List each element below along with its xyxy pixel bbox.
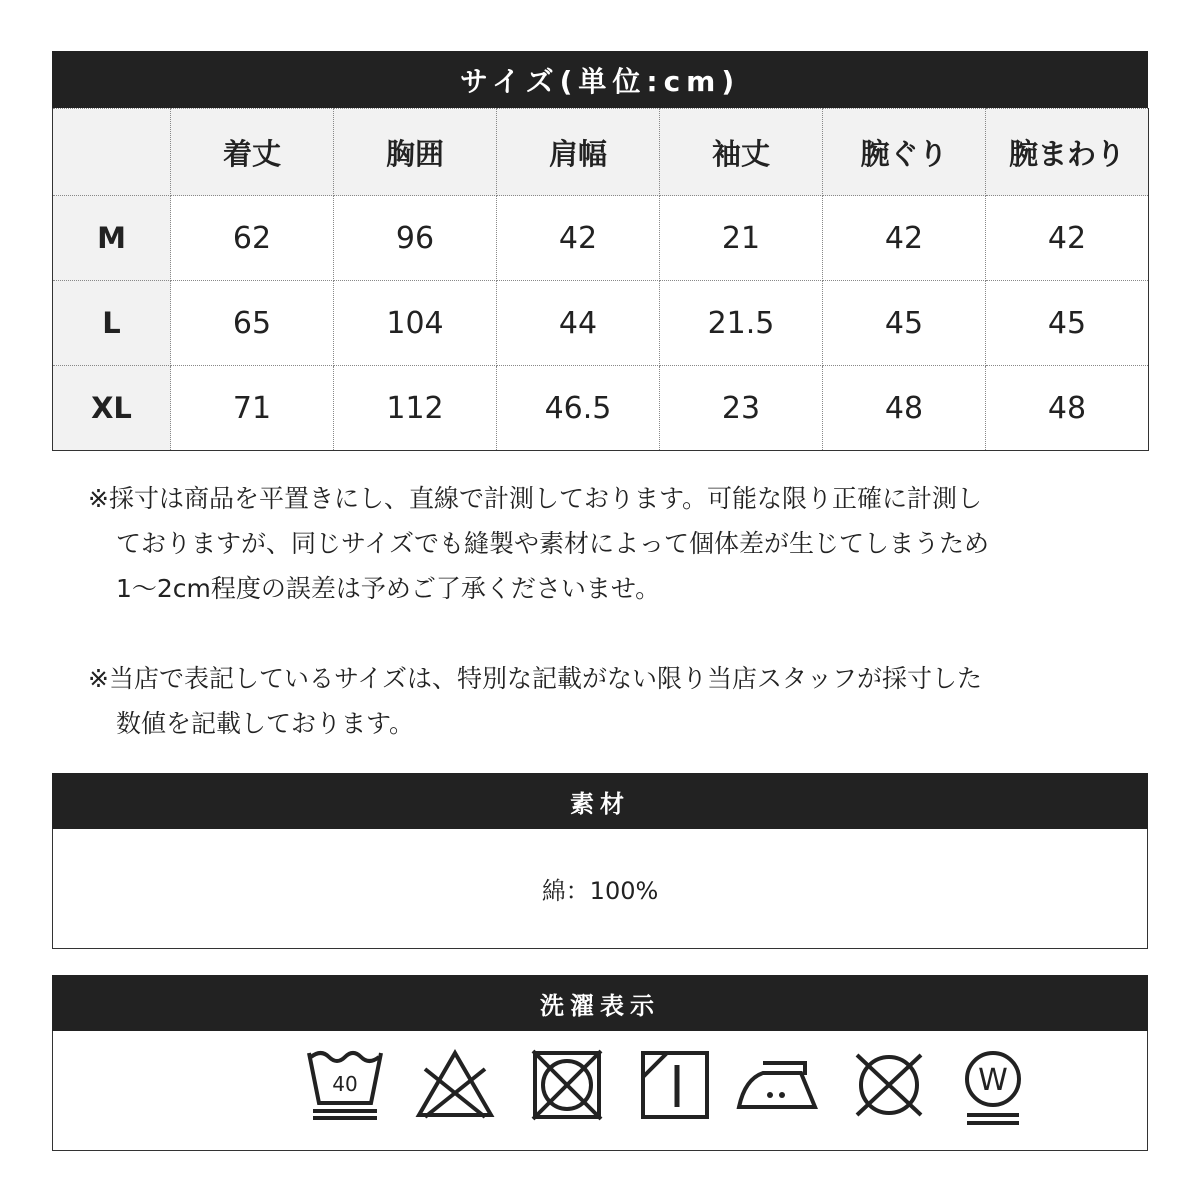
- care-icons-row: [253, 1049, 1013, 1129]
- table-cell: 71: [171, 366, 334, 451]
- iron-medium-icon: [735, 1049, 819, 1121]
- table-cell: 42: [823, 196, 986, 281]
- measurement-note: [88, 476, 1118, 611]
- size-label: L: [53, 281, 171, 366]
- table-row: [53, 281, 1149, 366]
- column-header: 胸囲: [334, 109, 497, 196]
- column-header: 肩幅: [497, 109, 660, 196]
- table-cell: 62: [171, 196, 334, 281]
- table-cell: 45: [986, 281, 1149, 366]
- note-line: ておりますが、同じサイズでも縫製や素材によって個体差が生じてしまうため: [116, 529, 990, 558]
- no-tumble-dry-icon: [531, 1049, 603, 1121]
- note-line: 数値を記載しております。: [116, 709, 415, 738]
- size-label: M: [53, 196, 171, 281]
- table-cell: 48: [986, 366, 1149, 451]
- size-table: [52, 108, 1149, 451]
- size-table-header-row: [53, 109, 1149, 196]
- table-cell: 21.5: [660, 281, 823, 366]
- care-section-header: [52, 975, 1148, 1031]
- note-line: ※当店で表記しているサイズは、特別な記載がない限り当店スタッフが採寸した: [88, 664, 982, 693]
- table-corner-cell: [53, 109, 171, 196]
- column-header: 腕ぐり: [823, 109, 986, 196]
- wet-clean-label: W: [978, 1063, 1008, 1098]
- care-section-body: [52, 1031, 1148, 1151]
- table-cell: 46.5: [497, 366, 660, 451]
- table-row: [53, 196, 1149, 281]
- material-section-body: [52, 829, 1148, 949]
- care-section-title: 洗濯表示: [540, 991, 660, 1020]
- table-cell: 65: [171, 281, 334, 366]
- material-section-title: 素材: [570, 789, 630, 818]
- no-dry-clean-icon: [851, 1049, 927, 1121]
- table-cell: 48: [823, 366, 986, 451]
- no-bleach-icon: [415, 1049, 495, 1121]
- table-cell: 23: [660, 366, 823, 451]
- table-cell: 96: [334, 196, 497, 281]
- wash-temperature-label: 40: [332, 1072, 358, 1096]
- table-row: [53, 366, 1149, 451]
- note-line: ※採寸は商品を平置きにし、直線で計測しております。可能な限り正確に計測し: [88, 484, 982, 513]
- line-dry-shade-icon: [639, 1049, 711, 1121]
- size-section-title: サイズ(単位:cm): [459, 64, 741, 98]
- note-line: 1〜2cm程度の誤差は予めご了承くださいませ。: [116, 574, 661, 603]
- column-header: 腕まわり: [986, 109, 1149, 196]
- size-source-note: [88, 656, 1118, 746]
- column-header: 袖丈: [660, 109, 823, 196]
- table-cell: 42: [986, 196, 1149, 281]
- table-cell: 112: [334, 366, 497, 451]
- wet-clean-icon: [961, 1049, 1025, 1129]
- material-content: 綿：100%: [541, 877, 659, 905]
- wash-40-icon: [305, 1049, 385, 1121]
- table-cell: 21: [660, 196, 823, 281]
- material-section-header: [52, 773, 1148, 829]
- table-cell: 104: [334, 281, 497, 366]
- column-header: 着丈: [171, 109, 334, 196]
- table-cell: 42: [497, 196, 660, 281]
- table-cell: 44: [497, 281, 660, 366]
- table-cell: 45: [823, 281, 986, 366]
- size-section-header: [52, 51, 1148, 108]
- size-label: XL: [53, 366, 171, 451]
